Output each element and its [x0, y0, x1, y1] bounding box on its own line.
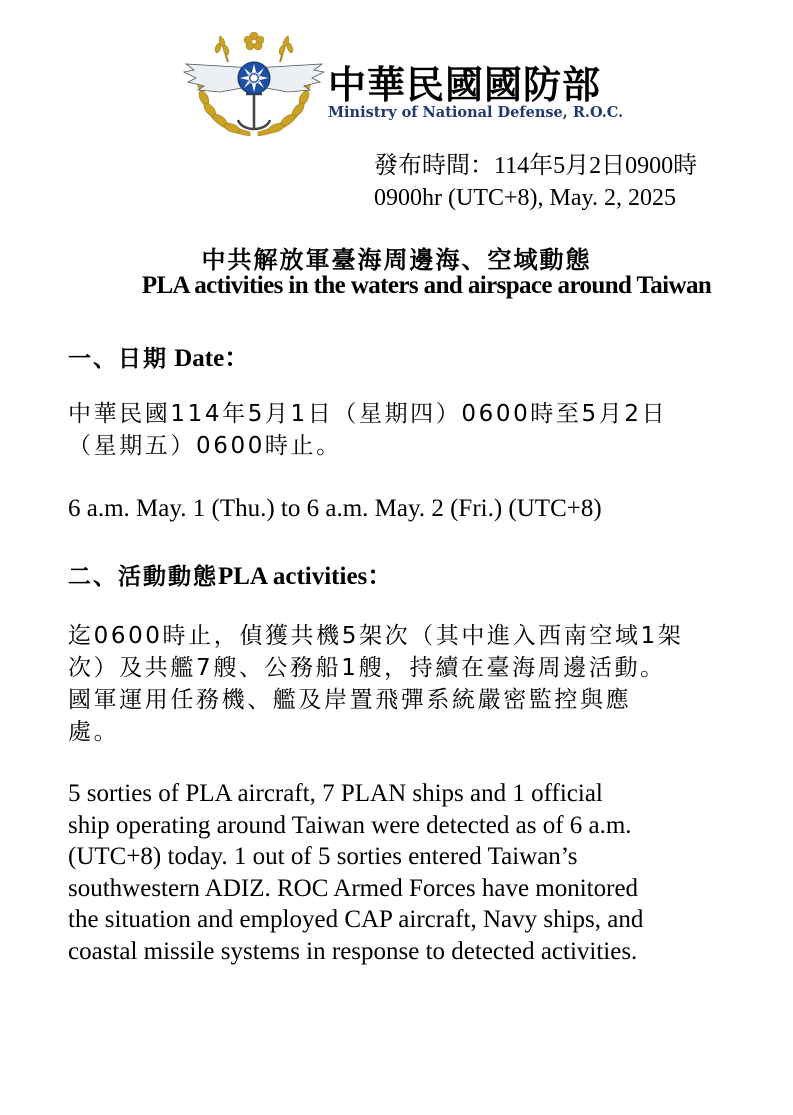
section-date-body-zh	[68, 398, 758, 462]
section-activities-body-en	[68, 778, 758, 967]
section-date-heading-en: Date：	[168, 345, 250, 372]
page-title-zh: 中共解放軍臺海周邊海、空域動態	[201, 246, 592, 274]
section-activities-body-en-line: 5 sorties of PLA aircraft, 7 PLAN ships and 1 official	[68, 780, 603, 807]
section-activities-body-en-line: southwestern ADIZ. ROC Armed Forces have monitored	[68, 874, 639, 902]
section-activities-body-zh-line: 迄0600時止，偵獲共機5架次（其中進入西南空域1架	[68, 623, 684, 649]
section-activities-body-en-line: ship operating around Taiwan were detected as of 6 a.m.	[68, 811, 632, 839]
section-activities-body-zh	[68, 620, 758, 748]
section-activities-heading	[68, 556, 758, 592]
page-title-en: PLA activities in the waters and airspace around Taiwan	[141, 272, 712, 299]
section-activities-body-zh-line: 處。	[68, 719, 120, 745]
org-name-zh: 中華民國國防部	[328, 63, 602, 107]
mnd-emblem-icon	[180, 28, 328, 146]
section-activities-heading-zh: 二、活動動態	[68, 564, 218, 590]
section-activities-body-en-line: (UTC+8) today. 1 out of 5 sorties entered Taiwan’s	[68, 843, 578, 870]
section-date-body-zh-line: 中華民國114年5月1日（星期四）0600時至5月2日	[68, 401, 668, 427]
section-date-body-en: 6 a.m. May. 1 (Thu.) to 6 a.m. May. 2 (Fri.) (UTC+8)	[68, 495, 602, 522]
section-activities-body-en-line: coastal missile systems in response to detected activities.	[68, 937, 638, 965]
section-date-body-zh-line: （星期五）0600時止。	[68, 433, 342, 459]
release-time-en: 0900hr (UTC+8), May. 2, 2025	[374, 185, 676, 211]
release-time-zh: 發布時間：114年5月2日0900時	[374, 153, 698, 179]
section-activities-body-zh-line: 國軍運用任務機、艦及岸置飛彈系統嚴密監控與應	[68, 687, 632, 713]
section-activities-heading-en: PLA activities：	[218, 563, 393, 590]
section-date-heading	[68, 338, 758, 374]
org-name-en: Ministry of National Defense, R.O.C.	[328, 104, 624, 121]
section-activities-body-zh-line: 次）及共艦7艘、公務船1艘，持續在臺海周邊活動。	[68, 655, 666, 681]
section-date-heading-zh: 一、日期	[68, 346, 168, 372]
ministry-logo	[180, 28, 624, 148]
release-time	[374, 150, 697, 214]
section-activities-body-en-line: the situation and employed CAP aircraft, Navy ships, and	[68, 906, 644, 933]
